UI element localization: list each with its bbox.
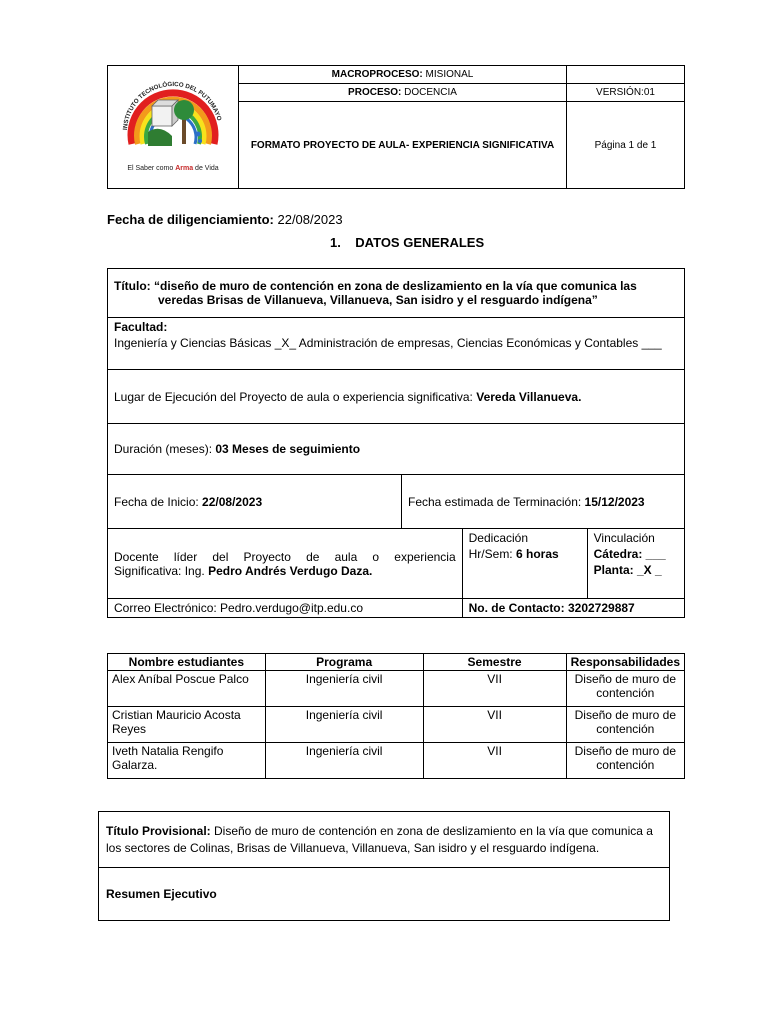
titulo-provisional-label: Título Provisional: bbox=[106, 823, 211, 838]
lugar-cell bbox=[108, 370, 685, 424]
logo-slogan-d: de Vida bbox=[193, 165, 219, 172]
logo-slogan-b: como bbox=[154, 165, 176, 172]
student-semestre: VII bbox=[423, 671, 566, 707]
duracion-label: Duración (meses): bbox=[114, 442, 213, 456]
proceso-label: PROCESO: bbox=[348, 87, 402, 98]
lugar-value: Vereda Villanueva. bbox=[472, 389, 582, 404]
docente-line2-value: Pedro Andrés Verdugo Daza. bbox=[208, 563, 373, 578]
students-table bbox=[107, 653, 685, 779]
logo-cell bbox=[108, 66, 239, 189]
provisional-table bbox=[98, 811, 670, 921]
dedicacion-cell bbox=[462, 529, 587, 599]
institute-logo bbox=[108, 66, 238, 185]
titulo-label: Título: bbox=[114, 279, 151, 293]
pagina-cell: Página 1 de 1 bbox=[567, 102, 685, 189]
student-name: Alex Aníbal Poscue Palco bbox=[108, 671, 266, 707]
docente-line2-label: Significativa: Ing. bbox=[114, 563, 209, 578]
student-name: Cristian Mauricio Acosta Reyes bbox=[108, 707, 266, 743]
dedicacion-line2-value: 6 horas bbox=[512, 547, 559, 561]
header-programa: Programa bbox=[265, 654, 423, 671]
terminacion-label: Fecha estimada de Terminación: bbox=[408, 494, 582, 509]
correo-label: Correo Electrónico: bbox=[114, 601, 217, 615]
logo-ring-text: INSTITUTO TECNOLÓGICO DEL PUTUMAYO bbox=[122, 80, 223, 131]
planta-value: Planta: _X _ bbox=[593, 563, 662, 577]
titulo-provisional-value: Diseño de muro de contención en zona de deslizamiento en la vía que comunica a los sectores de Colinas, Brisas de Villanueva, Villanueva, San isidro y el resguardo indígena. bbox=[106, 823, 653, 855]
titulo-value-2: veredas Brisas de Villanueva, Villanueva, San isidro y el resguardo indígena” bbox=[158, 293, 598, 307]
svg-text:El Saber como Arma de Vida bbox=[127, 165, 218, 172]
facultad-value: Ingeniería y Ciencias Básicas _X_ Administración de empresas, Ciencias Económicas y Contables ___ bbox=[114, 336, 662, 350]
macroproceso-cell bbox=[239, 66, 567, 84]
student-programa: Ingeniería civil bbox=[265, 743, 423, 779]
section-heading bbox=[330, 235, 484, 250]
student-responsabilidad: Diseño de muro de contención bbox=[566, 743, 684, 779]
facultad-cell bbox=[108, 318, 685, 370]
student-semestre: VII bbox=[423, 743, 566, 779]
header-nombre: Nombre estudiantes bbox=[108, 654, 266, 671]
dedicacion-line1: Dedicación bbox=[468, 531, 529, 545]
table-row bbox=[108, 743, 685, 779]
proceso-value: DOCENCIA bbox=[401, 87, 457, 98]
logo-slogan-a: El Saber bbox=[127, 165, 155, 172]
resumen-ejecutivo: Resumen Ejecutivo bbox=[99, 868, 670, 921]
version-cell: VERSIÓN:01 bbox=[567, 84, 685, 102]
inicio-cell bbox=[108, 475, 402, 529]
facultad-label: Facultad: bbox=[114, 320, 168, 334]
correo-value: Pedro.verdugo@itp.edu.co bbox=[216, 601, 363, 615]
student-semestre: VII bbox=[423, 707, 566, 743]
macroproceso-value: MISIONAL bbox=[422, 69, 474, 80]
contacto-value: 3202729887 bbox=[564, 601, 635, 615]
logo-slogan-c: Arma bbox=[175, 165, 194, 172]
lugar-label: Lugar de Ejecución del Proyecto de aula o experiencia significativa: bbox=[114, 389, 473, 404]
docente-line1: Docente líder del Proyecto de aula o experiencia bbox=[114, 549, 456, 564]
fecha-diligenciamiento bbox=[107, 212, 343, 227]
terminacion-value: 15/12/2023 bbox=[581, 494, 645, 509]
duracion-value: 03 Meses de seguimiento bbox=[212, 442, 361, 456]
catedra-value: Cátedra: ___ bbox=[593, 547, 666, 561]
contacto-cell bbox=[462, 599, 684, 618]
header-responsabilidades: Responsabilidades bbox=[566, 654, 684, 671]
contacto-label: No. de Contacto: bbox=[468, 601, 565, 615]
fecha-diligenciamiento-label: Fecha de diligenciamiento: bbox=[107, 212, 274, 227]
terminacion-cell bbox=[402, 475, 685, 529]
inicio-value: 22/08/2023 bbox=[198, 494, 263, 509]
header-semestre: Semestre bbox=[423, 654, 566, 671]
dedicacion-line2-label: Hr/Sem: bbox=[468, 547, 513, 561]
vinculacion-cell bbox=[587, 529, 684, 599]
vinculacion-label: Vinculación bbox=[593, 531, 655, 545]
section-title: DATOS GENERALES bbox=[355, 235, 485, 250]
correo-cell bbox=[108, 599, 463, 618]
fecha-diligenciamiento-value: 22/08/2023 bbox=[273, 212, 343, 227]
student-programa: Ingeniería civil bbox=[265, 671, 423, 707]
student-name: Iveth Natalia Rengifo Galarza. bbox=[108, 743, 266, 779]
titulo-cell bbox=[108, 269, 685, 318]
general-data-table bbox=[107, 268, 685, 618]
titulo-provisional-cell bbox=[99, 812, 670, 868]
student-programa: Ingeniería civil bbox=[265, 707, 423, 743]
formato-title: FORMATO PROYECTO DE AULA- EXPERIENCIA SIGNIFICATIVA bbox=[239, 102, 567, 189]
student-responsabilidad: Diseño de muro de contención bbox=[566, 707, 684, 743]
section-number: 1. bbox=[330, 235, 341, 250]
macroproceso-label: MACROPROCESO: bbox=[331, 69, 423, 80]
duracion-cell bbox=[108, 424, 685, 475]
empty-header-cell bbox=[567, 66, 685, 84]
docente-cell bbox=[108, 529, 463, 599]
titulo-value-1: “diseño de muro de contención en zona de deslizamiento en la vía que comunica las bbox=[150, 279, 637, 293]
table-row bbox=[108, 707, 685, 743]
header-table bbox=[107, 65, 685, 189]
table-row bbox=[108, 671, 685, 707]
inicio-label: Fecha de Inicio: bbox=[114, 494, 199, 509]
proceso-cell bbox=[239, 84, 567, 102]
student-responsabilidad: Diseño de muro de contención bbox=[566, 671, 684, 707]
